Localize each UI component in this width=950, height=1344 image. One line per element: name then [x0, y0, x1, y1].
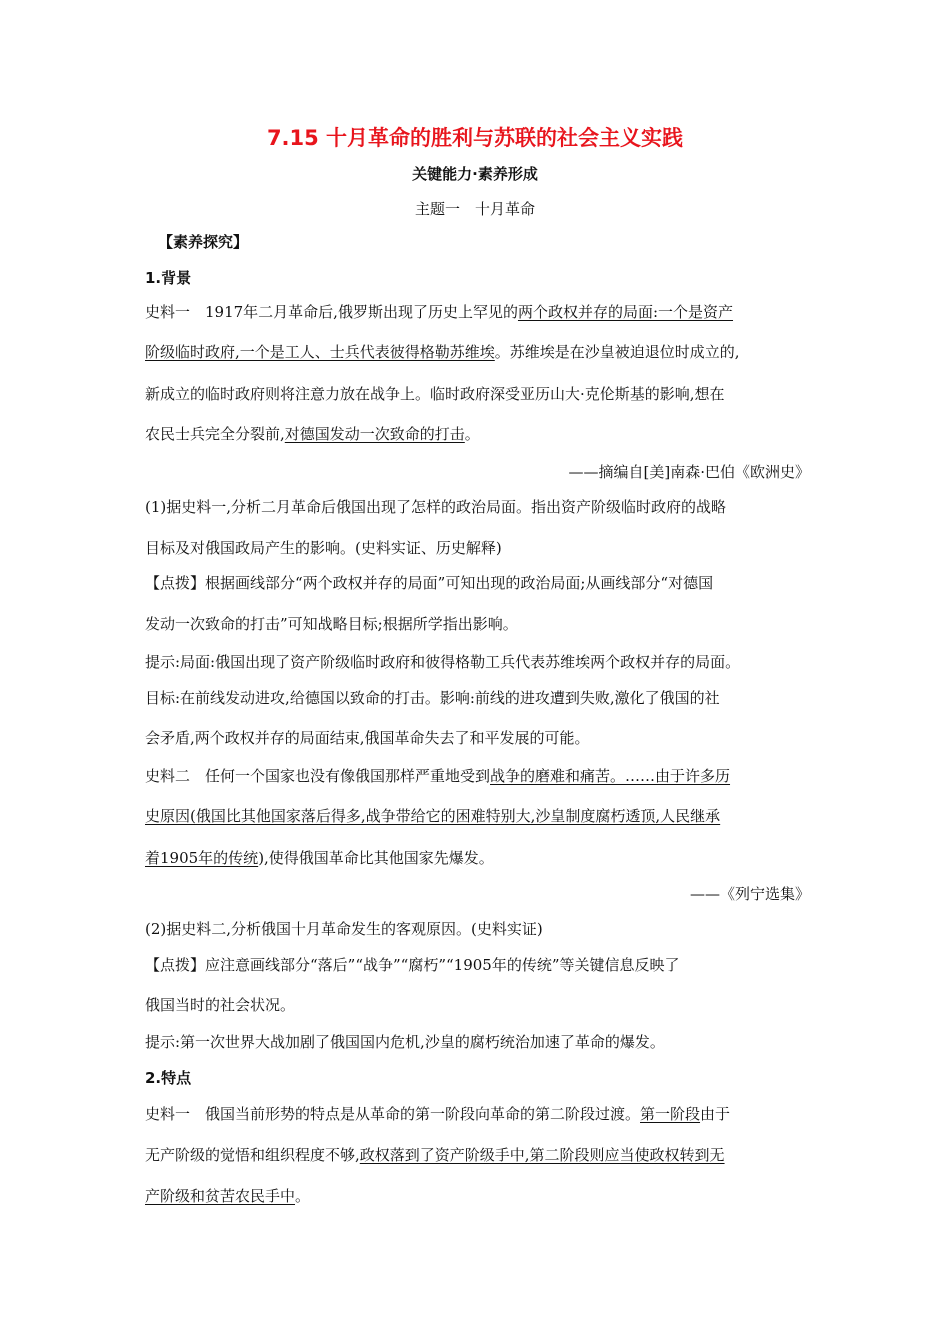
- underlined-text: 产阶级和贫苦农民手中: [145, 1187, 296, 1205]
- underlined-text: 第一阶段: [640, 1105, 701, 1123]
- topic-heading: 主题一 十月革命: [414, 200, 535, 218]
- underlined-text: 着1905年的传统: [145, 849, 259, 867]
- underlined-text: 阶级临时政府,一个是工人、士兵代表彼得格勒苏维埃: [145, 343, 495, 361]
- question2-line1: (2)据史料二,分析俄国十月革命发生的客观原因。(史料实证): [145, 920, 543, 938]
- answer1-line1: 提示:局面:俄国出现了资产阶级临时政府和彼得格勒工兵代表苏维埃两个政权并存的局面。: [145, 653, 741, 671]
- source2-line1: 史料二 任何一个国家也没有像俄国那样严重地受到战争的磨难和痛苦。……由于许多历: [145, 767, 731, 785]
- answer1-line2: 目标:在前线发动进攻,给德国以致命的打击。影响:前线的进攻遭到失败,激化了俄国的社: [145, 689, 720, 707]
- source2-line3: 着1905年的传统),使得俄国革命比其他国家先爆发。: [145, 849, 494, 867]
- part2-source1-line2: 无产阶级的觉悟和组织程度不够,政权落到了资产阶级手中,第二阶段则应当使政权转到无: [145, 1146, 725, 1164]
- hint1-line2: 发动一次致命的打击”可知战略目标;根据所学指出影响。: [145, 615, 518, 633]
- section-label: 【素养探究】: [158, 233, 249, 251]
- source1-line2: 阶级临时政府,一个是工人、士兵代表彼得格勒苏维埃。苏维埃是在沙皇被迫退位时成立的,: [145, 343, 740, 361]
- part2-source1-line3: 产阶级和贫苦农民手中。: [145, 1187, 311, 1205]
- part1-heading: 1.背景: [145, 269, 192, 287]
- page-title: 7.15 十月革命的胜利与苏联的社会主义实践: [266, 126, 684, 150]
- source2-citation: ——《列宁选集》: [689, 885, 810, 903]
- underlined-text: 对德国发动一次致命的打击: [284, 425, 465, 443]
- answer2-line1: 提示:第一次世界大战加剧了俄国国内危机,沙皇的腐朽统治加速了革命的爆发。: [145, 1033, 665, 1051]
- underlined-text: 战争的磨难和痛苦。……由于许多历: [490, 767, 731, 785]
- question1-line1: (1)据史料一,分析二月革命后俄国出现了怎样的政治局面。指出资产阶级临时政府的战略: [145, 498, 727, 516]
- part2-source1-line1: 史料一 俄国当前形势的特点是从革命的第一阶段向革命的第二阶段过渡。第一阶段由于: [145, 1105, 731, 1123]
- source1-line1: 史料一 1917年二月革命后,俄罗斯出现了历史上罕见的两个政权并存的局面:一个是资产: [145, 303, 734, 321]
- underlined-text: 史原因(俄国比其他国家落后得多,战争带给它的困难特别大,沙皇制度腐朽透顶,人民继承: [145, 807, 721, 825]
- underlined-text: 政权落到了资产阶级手中,第二阶段则应当使政权转到无: [359, 1146, 725, 1164]
- hint2-line1: 【点拨】应注意画线部分“落后”“战争”“腐朽”“1905年的传统”等关键信息反映了: [145, 956, 680, 974]
- hint1-line1: 【点拨】根据画线部分“两个政权并存的局面”可知出现的政治局面;从画线部分“对德国: [145, 574, 714, 592]
- source1-line4: 农民士兵完全分裂前,对德国发动一次致命的打击。: [145, 425, 480, 443]
- source2-line2: [145, 806, 810, 826]
- source1-citation: ——摘编自[美]南森·巴伯《欧洲史》: [568, 463, 810, 481]
- source1-line3: 新成立的临时政府则将注意力放在战争上。临时政府深受亚历山大·克伦斯基的影响,想在: [145, 385, 725, 403]
- hint2-line2: 俄国当时的社会状况。: [145, 996, 296, 1014]
- section-subtitle: 关键能力·素养形成: [412, 165, 538, 183]
- underlined-text: 两个政权并存的局面:一个是资产: [517, 303, 734, 321]
- part2-heading: 2.特点: [145, 1069, 192, 1087]
- question1-line2: 目标及对俄国政局产生的影响。(史料实证、历史解释): [145, 539, 502, 557]
- answer1-line3: 会矛盾,两个政权并存的局面结束,俄国革命失去了和平发展的可能。: [145, 729, 590, 747]
